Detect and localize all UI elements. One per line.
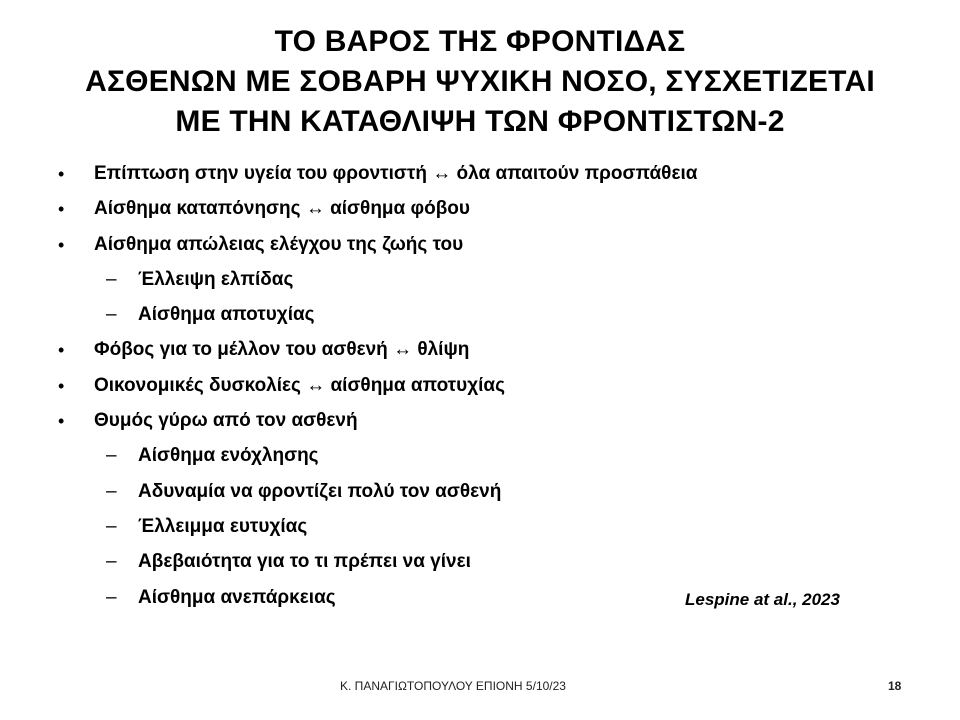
title-line-3: ΜΕ ΤΗΝ ΚΑΤΑΘΛΙΨΗ ΤΩΝ ΦΡΟΝΤΙΣΤΩΝ-2 <box>175 105 785 138</box>
bullet-text: Οικονομικές δυσκολίες ↔ αίσθημα αποτυχίας <box>94 374 505 396</box>
bullet-text: Αβεβαιότητα για το τι πρέπει να γίνει <box>138 551 471 573</box>
bullet-marker: • <box>58 199 65 220</box>
bullet-text: Φόβος για το μέλλον του ασθενή ↔ θλίψη <box>94 339 470 361</box>
bullet-text: Επίπτωση στην υγεία του φροντιστή ↔ όλα απαιτούν προσπάθεια <box>94 163 698 184</box>
bullet-text: Αδυναμία να φροντίζει πολύ τον ασθενή <box>138 480 502 502</box>
sub-bullet-item <box>56 299 916 334</box>
bullet-text: Αίσθημα καταπόνησης ↔ αίσθημα φόβου <box>94 198 470 220</box>
bullet-marker: • <box>58 375 65 396</box>
bullet-item <box>56 193 916 228</box>
title-line-1: ΤΟ ΒΑΡΟΣ ΤΗΣ ΦΡΟΝΤΙΔΑΣ <box>274 25 686 58</box>
bullet-marker: • <box>58 411 65 432</box>
dash-marker: – <box>106 445 117 467</box>
bullet-text: Έλλειψη ελπίδας <box>138 268 294 290</box>
bullet-item <box>56 158 916 193</box>
dash-marker: – <box>106 304 117 326</box>
title-line-2: ΑΣΘΕΝΩΝ ΜΕ ΣΟΒΑΡΗ ΨΥΧΙΚΗ ΝΟΣΟ, ΣΥΣΧΕΤΙΖΕΤΑΙ <box>85 65 875 98</box>
sub-bullet-item <box>56 476 916 511</box>
dash-marker: – <box>106 586 117 608</box>
bullet-text: Αίσθημα ανεπάρκειας <box>138 586 336 608</box>
bullet-item <box>56 229 916 264</box>
footer-text: Κ. ΠΑΝΑΓΙΩΤΟΠΟΥΛΟΥ ΕΠΙΟΝΗ 5/10/23 <box>340 679 566 693</box>
bullet-marker: • <box>58 234 65 255</box>
sub-bullet-item <box>56 546 916 581</box>
bullet-text: Έλλειμμα ευτυχίας <box>138 515 308 537</box>
bullet-item <box>56 370 916 405</box>
bullet-item <box>56 334 916 369</box>
sub-bullet-item <box>56 511 916 546</box>
bullet-marker: • <box>58 164 65 184</box>
dash-marker: – <box>106 480 117 502</box>
bullet-text: Αίσθημα απώλειας ελέγχου της ζωής του <box>94 233 464 255</box>
sub-bullet-item <box>56 440 916 475</box>
bullet-text: Αίσθημα ενόχλησης <box>138 445 319 467</box>
dash-marker: – <box>106 268 117 290</box>
bullet-text: Αίσθημα αποτυχίας <box>138 304 315 326</box>
bullet-text: Θυμός γύρω από τον ασθενή <box>94 410 358 432</box>
dash-marker: – <box>106 515 117 537</box>
bullet-marker: • <box>58 340 65 361</box>
dash-marker: – <box>106 551 117 573</box>
page-number: 18 <box>888 679 902 693</box>
slide-title <box>40 22 920 142</box>
bullet-item <box>56 405 916 440</box>
bullet-list <box>56 158 916 617</box>
sub-bullet-item <box>56 264 916 299</box>
citation: Lespine at al., 2023 <box>685 590 840 609</box>
